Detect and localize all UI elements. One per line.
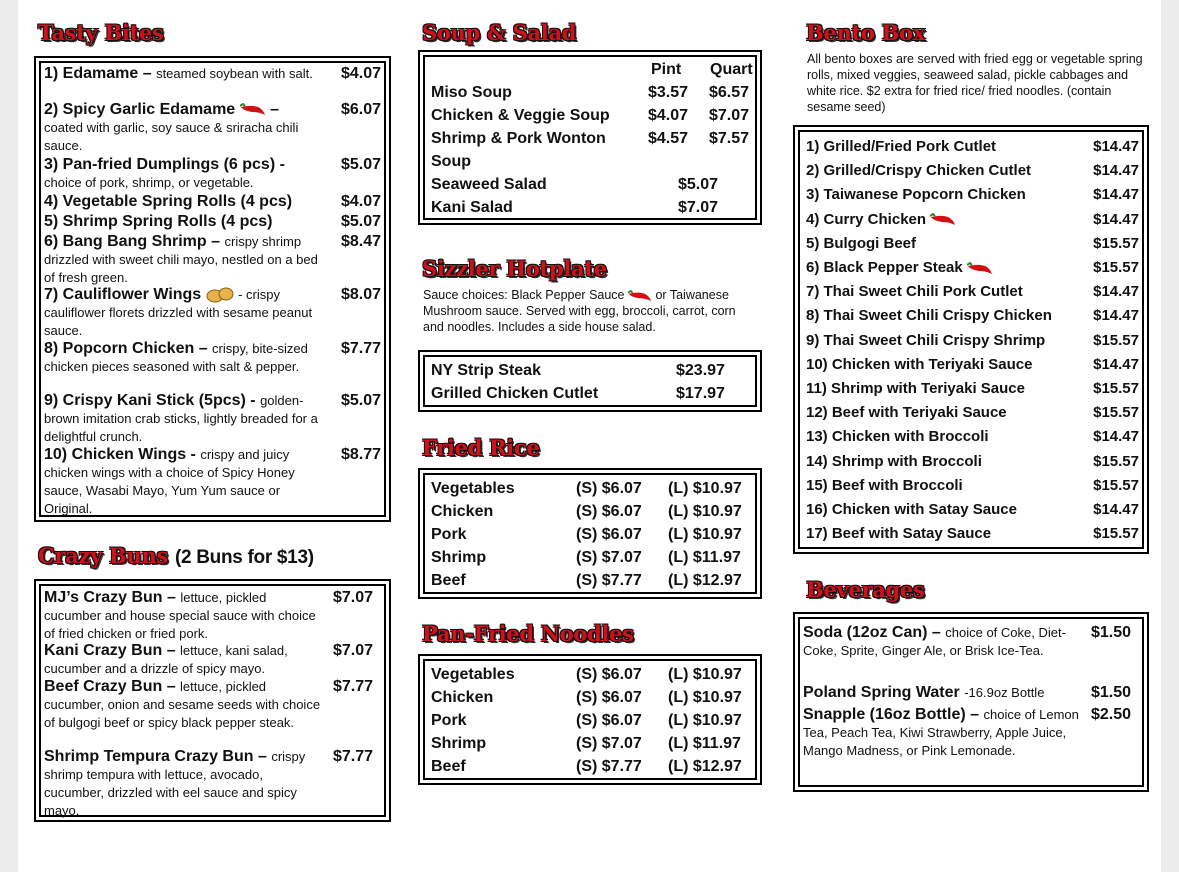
menu-item: 8) Popcorn Chicken – crispy, bite-sized chicken pieces seasoned with salt & pepper. $7.77 <box>44 340 381 374</box>
bento-item-price: $14.47 <box>1093 138 1139 155</box>
item-price: $5.07 <box>340 213 381 230</box>
menu-item: 2) Spicy Garlic Edamame – coated with garlic, soy sauce & sriracha chili sauce. $6.07 <box>44 101 381 153</box>
chili-pepper-icon <box>930 208 956 232</box>
bento-item-name: 14) Shrimp with Broccoli <box>806 452 982 470</box>
bento-item <box>803 425 1139 449</box>
bento-item <box>803 304 1139 328</box>
chili-pepper-icon <box>240 103 266 116</box>
item-price: $7.77 <box>332 748 373 765</box>
bento-item-price: $15.57 <box>1093 234 1139 252</box>
bento-item-name: 4) Curry Chicken <box>806 210 927 228</box>
menu-item: 4) Vegetable Spring Rolls (4 pcs) $4.07 <box>44 193 381 210</box>
bento-item-price: $15.57 <box>1093 404 1139 422</box>
item-price: $6.07 <box>340 101 381 118</box>
item-price: $4.07 <box>340 193 381 210</box>
menu-row: Shrimp (S) $7.07 (L) $11.97 <box>431 735 741 752</box>
item-price: $7.77 <box>340 340 381 357</box>
chili-pepper-icon <box>930 213 956 226</box>
menu-row: Shrimp & Pork Wonton $4.57 $7.57 <box>431 130 750 147</box>
item-price: $5.07 <box>340 156 381 173</box>
menu-row: Pork (S) $6.07 (L) $10.97 <box>431 712 742 729</box>
bento-item-price: $15.57 <box>1093 525 1139 543</box>
noodles-heading: Pan-Fried Noodles <box>422 621 634 646</box>
item-price: $1.50 <box>1090 624 1131 641</box>
bento-item-price: $14.47 <box>1093 186 1139 204</box>
beverages-box <box>798 617 1144 787</box>
chili-pepper-icon <box>628 290 652 302</box>
bento-item-price: $14.47 <box>1093 210 1139 228</box>
bento-item-name: 11) Shrimp with Teriyaki Sauce <box>806 380 1025 397</box>
menu-page <box>18 0 1161 872</box>
bento-box <box>798 130 1144 549</box>
bento-item <box>803 135 1139 159</box>
menu-row: Beef (S) $7.77 (L) $12.97 <box>431 758 742 775</box>
menu-row: Vegetables (S) $6.07 (L) $10.97 <box>431 480 742 497</box>
bento-item-name: 15) Beef with Broccoli <box>806 476 963 494</box>
bento-item-price: $14.47 <box>1093 355 1139 373</box>
bento-item <box>803 522 1139 546</box>
sizzler-box <box>423 355 757 407</box>
bento-item <box>803 450 1139 474</box>
bento-item-price: $15.57 <box>1093 259 1139 276</box>
sizzler-note: Sauce choices: Black Pepper Sauce or Taiwanese Mushroom sauce. Served with egg, broccoli, carrot, corn and noodles. Includes a side house salad. <box>423 288 736 334</box>
bento-item <box>803 256 1139 280</box>
item-price: $8.07 <box>340 286 381 303</box>
noodles-box <box>423 659 757 780</box>
menu-row: Chicken & Veggie Soup $4.07 $7.07 <box>431 107 750 124</box>
crazy-buns-offer: (2 Buns for $13) <box>174 547 314 568</box>
crazy-buns-heading: Crazy Buns (2 Buns for $13) <box>38 543 314 568</box>
menu-row: Kani Salad $7.07 <box>431 199 719 216</box>
item-price: $8.77 <box>340 446 381 463</box>
bento-item-name: 12) Beef with Teriyaki Sauce <box>806 404 1007 422</box>
bento-item-price: $15.57 <box>1093 380 1139 397</box>
item-price: $7.77 <box>332 678 373 695</box>
menu-row: Shrimp (S) $7.07 (L) $11.97 <box>431 549 741 566</box>
bento-item-name: 2) Grilled/Crispy Chicken Cutlet <box>806 162 1032 180</box>
bento-item-name: 10) Chicken with Teriyaki Sauce <box>806 355 1033 373</box>
bento-item-price: $14.47 <box>1093 428 1139 446</box>
bento-item-price: $15.57 <box>1093 476 1139 494</box>
bento-item-price: $14.47 <box>1093 162 1139 180</box>
pint-column-header: Pint <box>651 61 682 78</box>
menu-row: NY Strip Steak $23.97 <box>431 362 725 379</box>
chili-pepper-icon <box>967 262 993 275</box>
menu-item: Soda (12oz Can) – choice of Coke, Diet-Coke, Sprite, Ginger Ale, or Brisk Ice-Tea. $1.50 <box>803 624 1131 658</box>
menu-item: 3) Pan-fried Dumplings (6 pcs) - choice of pork, shrimp, or vegetable. $5.07 <box>44 156 381 190</box>
item-price: $7.07 <box>332 589 373 606</box>
tasty-bites-box <box>39 61 386 517</box>
menu-item: MJ’s Crazy Bun – lettuce, pickled cucumber and house special sauce with choice of fried chicken or fried pork. $7.07 <box>44 589 373 641</box>
menu-item: 6) Bang Bang Shrimp – crispy shrimp drizzled with sweet chili mayo, nestled on a bed of fresh green. $8.47 <box>44 233 381 285</box>
bento-item <box>803 232 1139 256</box>
menu-item: Shrimp Tempura Crazy Bun – crispy shrimp tempura with lettuce, avocado, cucumber, drizzled with eel sauce and spicy mayo. $7.77 <box>44 748 373 818</box>
bento-item <box>803 183 1139 207</box>
bento-item-name: 8) Thai Sweet Chili Crispy Chicken <box>806 307 1052 325</box>
bento-item-name: 6) Black Pepper Steak <box>806 259 963 276</box>
menu-row: Seaweed Salad $5.07 <box>431 176 719 193</box>
crazy-buns-box <box>39 584 386 817</box>
bento-item <box>803 353 1139 377</box>
bento-item <box>803 377 1139 401</box>
menu-item: Beef Crazy Bun – lettuce, pickled cucumber, onion and sesame seeds with choice of bulgogi beef or spicy black pepper steak. $7.77 <box>44 678 373 730</box>
fried-rice-box <box>423 473 757 594</box>
menu-item: 10) Chicken Wings - crispy and juicy chicken wings with a choice of Spicy Honey sauce, Wasabi Mayo, Yum Yum sauce or Original. $8.77 <box>44 446 381 516</box>
item-price: $8.47 <box>340 233 381 250</box>
menu-row: Chicken (S) $6.07 (L) $10.97 <box>431 689 742 706</box>
bento-item <box>803 474 1139 498</box>
item-price: $7.07 <box>332 642 373 659</box>
menu-row: Beef (S) $7.77 (L) $12.97 <box>431 572 742 589</box>
item-price: $2.50 <box>1090 706 1131 723</box>
peanut-icon <box>206 286 234 304</box>
bento-item <box>803 329 1139 353</box>
bento-item-name: 9) Thai Sweet Chili Crispy Shrimp <box>806 331 1046 349</box>
bento-heading: Bento Box <box>806 20 925 45</box>
bento-item-name: 13) Chicken with Broccoli <box>806 428 989 446</box>
menu-row: Grilled Chicken Cutlet $17.97 <box>431 385 725 402</box>
menu-item: 7) Cauliflower Wings - crispy cauliflower florets drizzled with sesame peanut sauce. $8.07 <box>44 286 381 339</box>
item-price: $4.07 <box>340 65 381 82</box>
bento-item-name: 5) Bulgogi Beef <box>806 234 917 252</box>
menu-item: 1) Edamame – steamed soybean with salt. $4.07 <box>44 65 381 82</box>
bento-note: All bento boxes are served with fried egg or vegetable spring rolls, mixed veggies, seaweed salad, pickle cabbages and white rice. $2 extra for fried rice/ fried noodles. (contain sesame seed) <box>807 52 1143 114</box>
menu-row: Soup <box>431 153 471 170</box>
chili-pepper-icon <box>967 256 993 280</box>
bento-item-name: 7) Thai Sweet Chili Pork Cutlet <box>806 283 1023 301</box>
tasty-bites-heading: Tasty Bites <box>38 20 164 45</box>
menu-item: Kani Crazy Bun – lettuce, kani salad, cucumber and a drizzle of spicy mayo. $7.07 <box>44 642 373 676</box>
bento-item <box>803 159 1139 183</box>
soup-header-row <box>428 59 752 80</box>
menu-row: Miso Soup $3.57 $6.57 <box>431 84 750 101</box>
menu-row: Chicken (S) $6.07 (L) $10.97 <box>431 503 742 520</box>
bento-item-name: 16) Chicken with Satay Sauce <box>806 501 1017 518</box>
item-price: $5.07 <box>340 392 381 409</box>
menu-item: Snapple (16oz Bottle) – choice of Lemon Tea, Peach Tea, Kiwi Strawberry, Apple Juice, Mango Madness, or Pink Lemonade. $2.50 <box>803 706 1131 758</box>
item-price: $1.50 <box>1090 684 1131 701</box>
bento-item-name: 3) Taiwanese Popcorn Chicken <box>806 186 1026 204</box>
bento-item-price: $14.47 <box>1093 501 1139 518</box>
soup-salad-heading: Soup & Salad <box>422 20 577 45</box>
bento-item-price: $14.47 <box>1093 283 1139 301</box>
bento-item-price: $15.57 <box>1093 452 1139 470</box>
bento-item <box>803 498 1139 522</box>
bento-item-name: 1) Grilled/Fried Pork Cutlet <box>806 138 997 155</box>
menu-row: Pork (S) $6.07 (L) $10.97 <box>431 526 742 543</box>
menu-row: Vegetables (S) $6.07 (L) $10.97 <box>431 666 742 683</box>
menu-item: 5) Shrimp Spring Rolls (4 pcs) $5.07 <box>44 213 381 230</box>
soup-salad-box <box>423 55 757 220</box>
bento-item-price: $15.57 <box>1093 331 1139 349</box>
beverages-heading: Beverages <box>806 577 925 602</box>
fried-rice-heading: Fried Rice <box>422 435 540 460</box>
menu-item: Poland Spring Water -16.9oz Bottle $1.50 <box>803 684 1131 701</box>
bento-item <box>803 401 1139 425</box>
bento-item <box>803 280 1139 304</box>
bento-item-price: $14.47 <box>1093 307 1139 325</box>
quart-column-header: Quart <box>710 61 753 78</box>
sizzler-heading: Sizzler Hotplate <box>422 256 607 281</box>
menu-item: 9) Crispy Kani Stick (5pcs) - golden-brown imitation crab sticks, lightly breaded for a delightful crunch. $5.07 <box>44 392 381 444</box>
bento-item <box>803 208 1139 232</box>
bento-item-name: 17) Beef with Satay Sauce <box>806 525 992 543</box>
